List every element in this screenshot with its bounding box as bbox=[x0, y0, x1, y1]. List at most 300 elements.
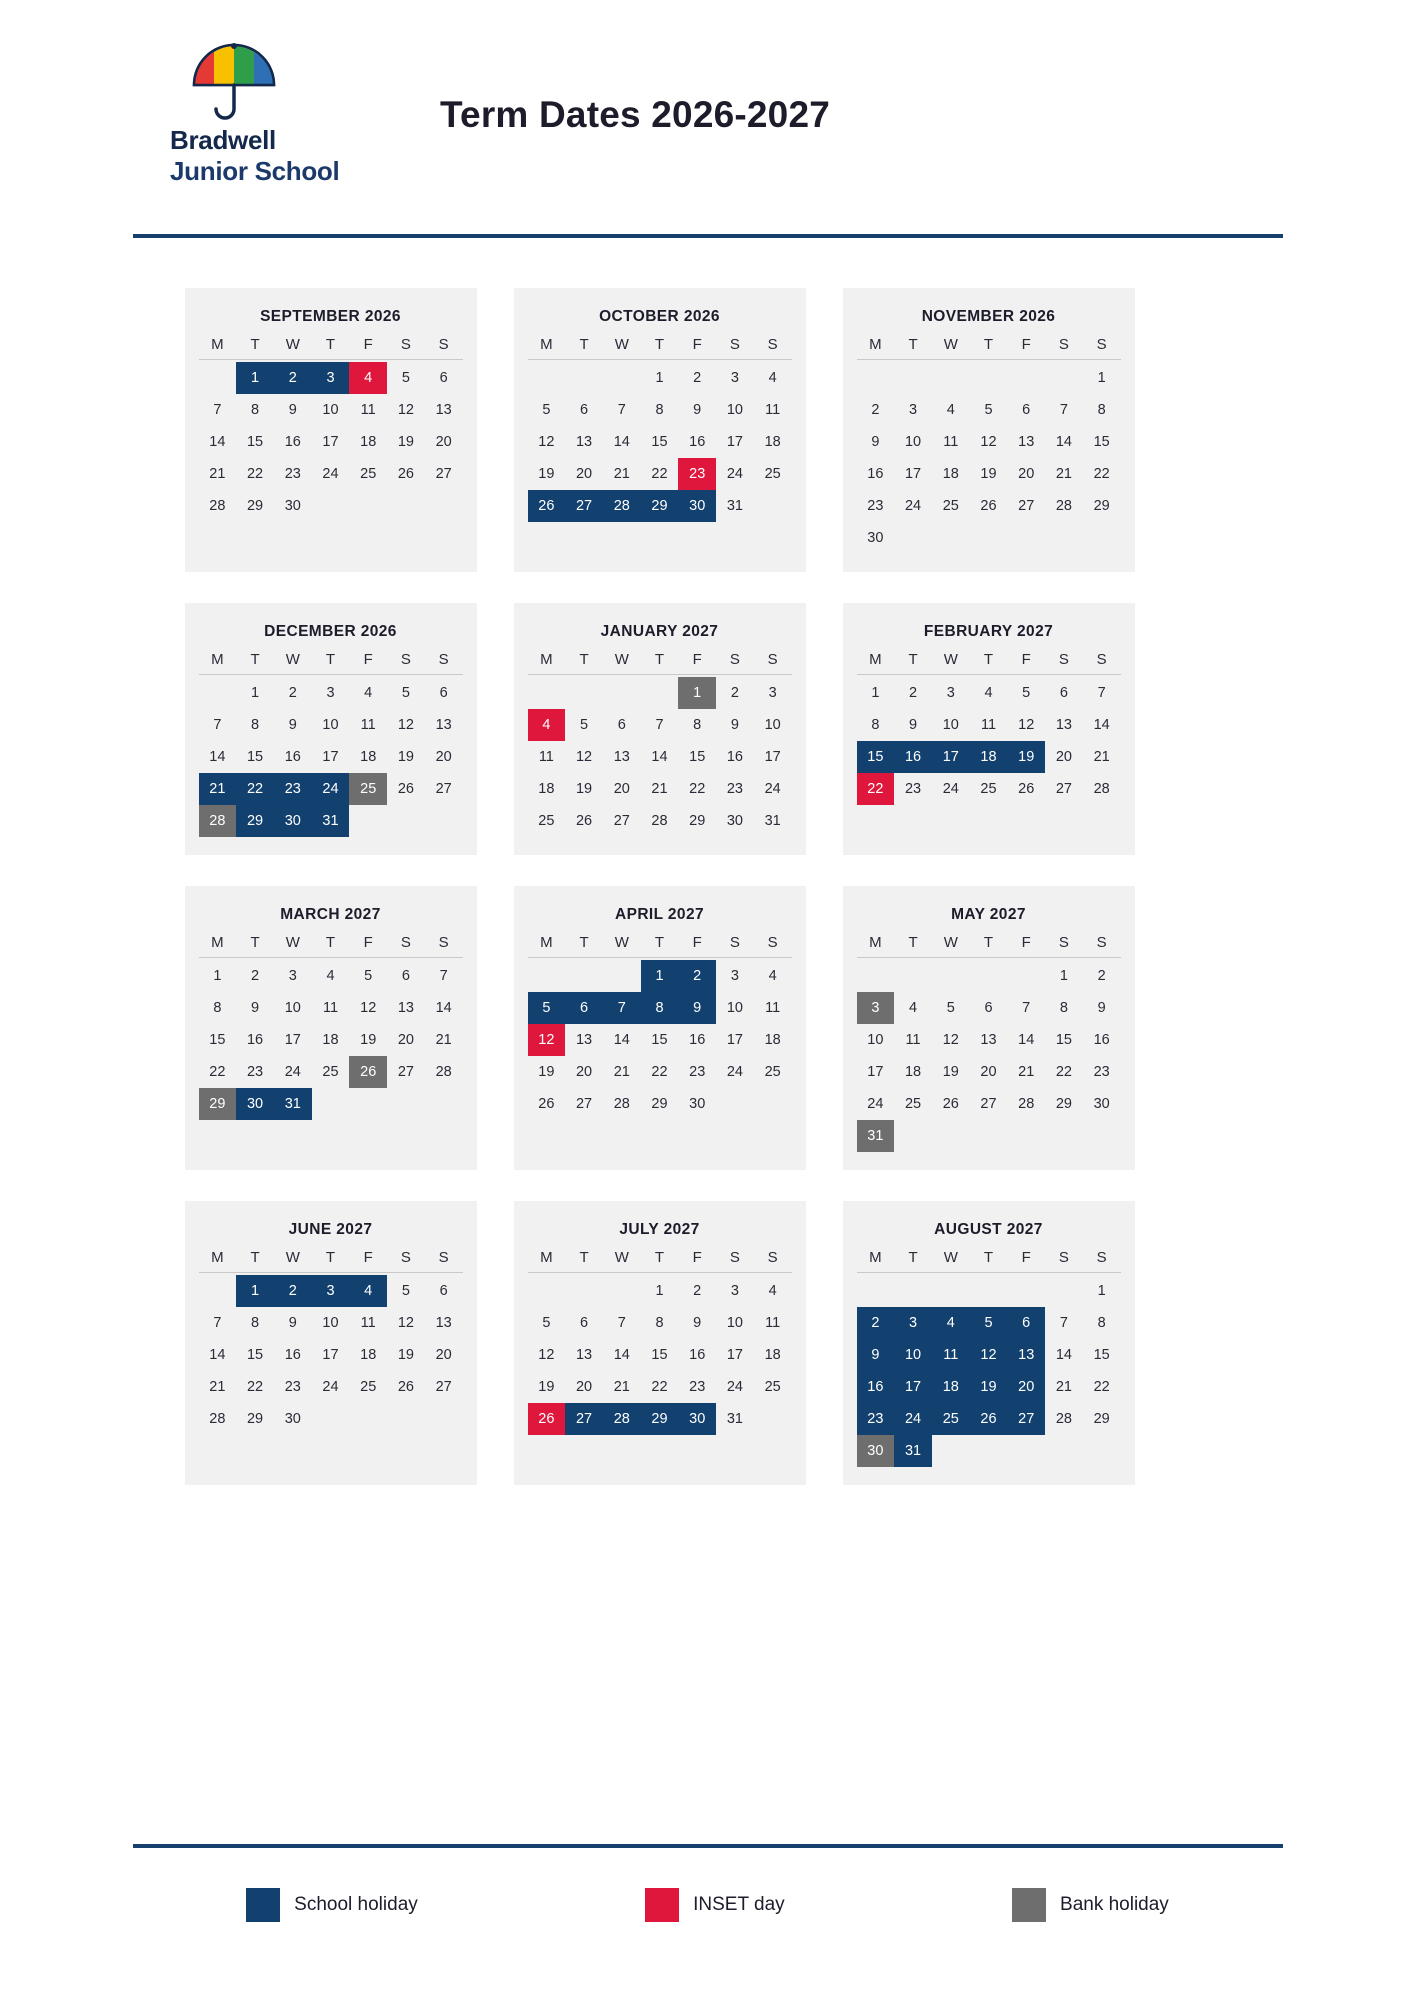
day-cell: 25 bbox=[942, 498, 959, 514]
weekday-header: T bbox=[908, 934, 918, 951]
month-title: DECEMBER 2026 bbox=[264, 623, 397, 640]
day-cell: 1 bbox=[655, 1283, 664, 1299]
day-cell: 22 bbox=[1093, 1379, 1110, 1395]
day-cell: 27 bbox=[1018, 498, 1035, 514]
day-cell: 7 bbox=[213, 402, 222, 418]
weekday-header: S bbox=[438, 651, 449, 668]
day-cell: 21 bbox=[651, 781, 668, 797]
day-cell: 24 bbox=[867, 1096, 884, 1112]
day-grid bbox=[528, 362, 792, 522]
day-cell: 9 bbox=[693, 402, 702, 418]
day-cell: 6 bbox=[580, 1315, 589, 1331]
day-cell: 15 bbox=[651, 1347, 668, 1363]
day-cell: 30 bbox=[867, 530, 884, 546]
weekday-header: T bbox=[983, 1249, 994, 1266]
weekday-header: W bbox=[285, 934, 300, 951]
day-cell-empty bbox=[970, 362, 1008, 394]
day-cell: 14 bbox=[1055, 1347, 1072, 1363]
day-cell: 4 bbox=[984, 685, 993, 701]
day-cell: 15 bbox=[1055, 1032, 1072, 1048]
day-cell-empty bbox=[603, 677, 641, 709]
day-cell: 23 bbox=[1093, 1064, 1110, 1080]
day-cell: 4 bbox=[946, 402, 955, 418]
month-card bbox=[514, 603, 806, 855]
day-cell: 15 bbox=[246, 434, 264, 450]
day-cell-school-holiday: 24 bbox=[894, 1403, 932, 1435]
day-cell: 11 bbox=[360, 402, 376, 418]
day-cell: 28 bbox=[209, 498, 226, 514]
day-cell: 23 bbox=[689, 1379, 706, 1395]
day-cell: 11 bbox=[360, 1315, 376, 1331]
day-cell: 13 bbox=[397, 1000, 414, 1016]
weekday-header: T bbox=[908, 336, 918, 353]
day-cell: 24 bbox=[942, 781, 959, 797]
day-cell: 21 bbox=[209, 466, 226, 482]
day-cell-empty bbox=[565, 677, 603, 709]
day-cell: 30 bbox=[1093, 1096, 1110, 1112]
day-cell-empty bbox=[1045, 362, 1083, 394]
day-cell: 24 bbox=[322, 466, 339, 482]
weekday-header: W bbox=[943, 934, 958, 951]
day-cell: 29 bbox=[1093, 1411, 1110, 1427]
day-cell: 9 bbox=[1097, 1000, 1106, 1016]
weekday-header: S bbox=[1096, 1249, 1107, 1266]
day-cell-school-holiday: 5 bbox=[528, 992, 566, 1024]
day-cell-school-holiday: 28 bbox=[603, 490, 641, 522]
day-cell: 8 bbox=[1059, 1000, 1068, 1016]
day-cell: 7 bbox=[617, 1315, 626, 1331]
day-cell: 11 bbox=[980, 717, 997, 733]
day-cell: 10 bbox=[726, 1000, 743, 1016]
day-cell: 26 bbox=[575, 813, 593, 829]
day-cell: 26 bbox=[397, 781, 414, 797]
weekday-header: S bbox=[1058, 336, 1069, 353]
day-cell: 24 bbox=[726, 1379, 743, 1395]
day-cell: 8 bbox=[871, 717, 880, 733]
day-cell: 29 bbox=[651, 1096, 668, 1112]
day-cell: 21 bbox=[613, 1064, 630, 1080]
weekday-header: S bbox=[438, 934, 449, 951]
day-cell: 12 bbox=[538, 1347, 555, 1363]
day-cell-inset-day: 23 bbox=[678, 458, 716, 490]
day-cell-school-holiday: 16 bbox=[857, 1371, 895, 1403]
day-cell: 30 bbox=[284, 498, 301, 514]
day-cell: 22 bbox=[1055, 1064, 1072, 1080]
calendar-grid bbox=[133, 288, 1283, 1485]
day-cell: 30 bbox=[726, 813, 743, 829]
day-cell: 23 bbox=[246, 1064, 264, 1080]
day-cell: 25 bbox=[322, 1064, 339, 1080]
day-cell: 23 bbox=[726, 781, 743, 797]
day-cell: 17 bbox=[764, 749, 781, 765]
day-cell: 21 bbox=[1055, 1379, 1072, 1395]
day-cell: 6 bbox=[439, 370, 448, 386]
logo-line-2: Junior School bbox=[170, 156, 340, 186]
weekday-header: T bbox=[250, 336, 260, 353]
weekday-header: W bbox=[285, 1249, 300, 1266]
day-cell: 10 bbox=[322, 717, 339, 733]
day-cell-school-holiday: 19 bbox=[1007, 741, 1045, 773]
weekday-header-row bbox=[199, 934, 463, 958]
day-cell: 5 bbox=[946, 1000, 955, 1016]
day-cell: 18 bbox=[360, 1347, 377, 1363]
day-cell: 18 bbox=[942, 466, 959, 482]
legend bbox=[133, 1848, 1283, 1922]
day-cell: 22 bbox=[651, 466, 668, 482]
day-cell: 6 bbox=[439, 685, 448, 701]
day-cell: 27 bbox=[1055, 781, 1072, 797]
day-cell: 7 bbox=[213, 1315, 222, 1331]
day-cell: 13 bbox=[435, 402, 452, 418]
day-cell: 12 bbox=[942, 1032, 959, 1048]
weekday-header: S bbox=[729, 1249, 740, 1266]
day-cell: 29 bbox=[246, 498, 264, 514]
weekday-header-row bbox=[857, 336, 1121, 360]
day-cell: 8 bbox=[655, 1315, 664, 1331]
weekday-header: F bbox=[363, 934, 373, 951]
weekday-header: W bbox=[614, 1249, 629, 1266]
day-cell: 14 bbox=[435, 1000, 452, 1016]
day-cell: 3 bbox=[730, 1283, 739, 1299]
day-cell-inset-day: 26 bbox=[528, 1403, 566, 1435]
weekday-header: W bbox=[285, 651, 300, 668]
day-cell-school-holiday: 1 bbox=[641, 960, 679, 992]
legend-swatch-holiday bbox=[246, 1888, 280, 1922]
day-grid bbox=[199, 1275, 463, 1435]
day-cell: 5 bbox=[580, 717, 589, 733]
weekday-header: T bbox=[250, 1249, 260, 1266]
weekday-header: T bbox=[325, 651, 336, 668]
day-cell: 3 bbox=[326, 685, 335, 701]
weekday-header: T bbox=[325, 336, 336, 353]
weekday-header-row bbox=[199, 336, 463, 360]
day-cell: 15 bbox=[1093, 1347, 1110, 1363]
day-cell: 12 bbox=[360, 1000, 377, 1016]
day-cell-school-holiday: 8 bbox=[641, 992, 679, 1024]
day-cell: 15 bbox=[246, 1347, 264, 1363]
day-cell-school-holiday: 30 bbox=[678, 1403, 716, 1435]
weekday-header: W bbox=[614, 651, 629, 668]
day-cell: 2 bbox=[909, 685, 918, 701]
day-cell: 16 bbox=[284, 1347, 301, 1363]
day-cell-empty bbox=[857, 960, 895, 992]
weekday-header: T bbox=[654, 1249, 665, 1266]
weekday-header: S bbox=[767, 1249, 778, 1266]
day-cell: 27 bbox=[435, 781, 452, 797]
day-cell: 21 bbox=[435, 1032, 452, 1048]
day-cell-bank-holiday: 26 bbox=[349, 1056, 387, 1088]
day-cell: 3 bbox=[730, 370, 739, 386]
day-cell: 14 bbox=[1018, 1032, 1035, 1048]
day-cell-school-holiday: 31 bbox=[312, 805, 350, 837]
day-cell: 20 bbox=[575, 1064, 593, 1080]
day-cell: 21 bbox=[1055, 466, 1072, 482]
day-cell: 2 bbox=[693, 1283, 702, 1299]
day-cell: 24 bbox=[764, 781, 781, 797]
day-cell-empty bbox=[857, 1275, 895, 1307]
day-cell: 7 bbox=[1059, 1315, 1068, 1331]
day-cell-empty bbox=[932, 362, 970, 394]
day-cell: 18 bbox=[764, 1347, 781, 1363]
day-cell: 26 bbox=[980, 498, 997, 514]
day-cell: 24 bbox=[726, 466, 743, 482]
day-cell-school-holiday: 5 bbox=[970, 1307, 1008, 1339]
weekday-header-row bbox=[528, 1249, 792, 1273]
weekday-header: M bbox=[540, 934, 553, 951]
weekday-header: F bbox=[692, 934, 702, 951]
month-card bbox=[185, 1201, 477, 1485]
day-cell: 6 bbox=[1059, 685, 1068, 701]
day-cell-school-holiday: 13 bbox=[1007, 1339, 1045, 1371]
weekday-header: T bbox=[983, 934, 994, 951]
weekday-header: M bbox=[211, 1249, 224, 1266]
day-cell: 26 bbox=[942, 1096, 959, 1112]
school-logo bbox=[170, 43, 370, 186]
weekday-header-row bbox=[528, 336, 792, 360]
legend-item-bank bbox=[1012, 1888, 1169, 1922]
day-cell: 11 bbox=[765, 402, 781, 418]
legend-item-holiday bbox=[246, 1888, 418, 1922]
day-cell: 19 bbox=[538, 1379, 555, 1395]
day-cell: 12 bbox=[1018, 717, 1035, 733]
month-card bbox=[843, 1201, 1135, 1485]
day-cell-empty bbox=[199, 1275, 237, 1307]
legend-label-bank: Bank holiday bbox=[1060, 1894, 1169, 1915]
day-cell: 16 bbox=[689, 1347, 706, 1363]
day-cell: 18 bbox=[322, 1032, 339, 1048]
weekday-header: T bbox=[654, 934, 665, 951]
legend-swatch-bank bbox=[1012, 1888, 1046, 1922]
day-cell-empty bbox=[1007, 362, 1045, 394]
month-card bbox=[514, 288, 806, 572]
day-grid bbox=[199, 362, 463, 522]
weekday-header: M bbox=[869, 336, 882, 353]
day-cell: 7 bbox=[1059, 402, 1068, 418]
day-cell: 12 bbox=[980, 434, 997, 450]
weekday-header: S bbox=[438, 336, 449, 353]
day-cell-school-holiday: 23 bbox=[857, 1403, 895, 1435]
day-cell: 14 bbox=[613, 1347, 630, 1363]
day-grid bbox=[857, 1275, 1121, 1467]
weekday-header-row bbox=[199, 651, 463, 675]
day-cell: 29 bbox=[689, 813, 706, 829]
day-cell: 10 bbox=[726, 402, 743, 418]
day-cell-bank-holiday: 1 bbox=[678, 677, 716, 709]
day-cell: 16 bbox=[689, 1032, 706, 1048]
logo-line-1: Bradwell bbox=[170, 125, 276, 156]
day-cell: 1 bbox=[871, 685, 880, 701]
day-cell-school-holiday: 1 bbox=[236, 1275, 274, 1307]
day-cell: 2 bbox=[693, 370, 702, 386]
day-cell: 6 bbox=[1022, 402, 1031, 418]
day-cell-school-holiday: 4 bbox=[349, 1275, 387, 1307]
weekday-header: T bbox=[579, 934, 589, 951]
day-cell: 22 bbox=[246, 1379, 264, 1395]
day-cell: 19 bbox=[397, 1347, 414, 1363]
day-cell: 14 bbox=[613, 434, 630, 450]
divider-top bbox=[133, 234, 1283, 238]
legend-label-inset: INSET day bbox=[693, 1894, 785, 1915]
day-cell: 3 bbox=[768, 685, 777, 701]
day-cell: 25 bbox=[980, 781, 997, 797]
weekday-header: S bbox=[400, 1249, 411, 1266]
legend-label-holiday: School holiday bbox=[294, 1894, 418, 1915]
day-cell: 6 bbox=[984, 1000, 993, 1016]
weekday-header: M bbox=[211, 651, 224, 668]
day-cell: 19 bbox=[397, 434, 414, 450]
day-cell: 19 bbox=[360, 1032, 377, 1048]
day-cell: 18 bbox=[360, 749, 377, 765]
day-cell: 22 bbox=[651, 1064, 668, 1080]
day-cell-school-holiday: 15 bbox=[857, 741, 895, 773]
day-cell-school-holiday: 26 bbox=[970, 1403, 1008, 1435]
weekday-header-row bbox=[857, 651, 1121, 675]
weekday-header: W bbox=[614, 336, 629, 353]
weekday-header: F bbox=[1021, 336, 1031, 353]
weekday-header: S bbox=[438, 1249, 449, 1266]
month-card bbox=[185, 603, 477, 855]
day-cell-school-holiday: 24 bbox=[312, 773, 350, 805]
day-cell: 23 bbox=[904, 781, 922, 797]
weekday-header-row bbox=[528, 651, 792, 675]
weekday-header: W bbox=[614, 934, 629, 951]
day-cell: 11 bbox=[360, 717, 376, 733]
day-cell: 1 bbox=[1097, 1283, 1106, 1299]
day-cell-school-holiday: 19 bbox=[970, 1371, 1008, 1403]
day-grid bbox=[528, 1275, 792, 1435]
day-cell: 30 bbox=[689, 1096, 706, 1112]
day-cell: 13 bbox=[613, 749, 630, 765]
month-title: MAY 2027 bbox=[951, 906, 1026, 923]
day-cell: 17 bbox=[284, 1032, 301, 1048]
day-cell: 14 bbox=[651, 749, 668, 765]
day-cell: 25 bbox=[764, 1379, 781, 1395]
month-title: MARCH 2027 bbox=[280, 906, 381, 923]
day-cell: 2 bbox=[288, 685, 297, 701]
day-cell: 23 bbox=[867, 498, 884, 514]
legend-item-inset bbox=[645, 1888, 785, 1922]
day-cell: 16 bbox=[284, 749, 301, 765]
day-cell: 24 bbox=[322, 1379, 339, 1395]
weekday-header: S bbox=[729, 336, 740, 353]
weekday-header: T bbox=[250, 934, 260, 951]
day-cell-school-holiday: 27 bbox=[565, 1403, 603, 1435]
month-title: JULY 2027 bbox=[619, 1221, 700, 1238]
day-cell: 28 bbox=[1055, 1411, 1072, 1427]
day-cell: 1 bbox=[1097, 370, 1106, 386]
day-cell: 28 bbox=[613, 1096, 630, 1112]
day-grid bbox=[528, 960, 792, 1120]
day-cell: 28 bbox=[651, 813, 668, 829]
day-cell: 2 bbox=[251, 968, 260, 984]
day-cell-empty bbox=[199, 362, 237, 394]
weekday-header-row bbox=[857, 934, 1121, 958]
day-cell-empty bbox=[603, 960, 641, 992]
day-cell-school-holiday: 29 bbox=[641, 490, 679, 522]
weekday-header: T bbox=[325, 934, 336, 951]
day-cell: 27 bbox=[435, 1379, 452, 1395]
day-cell: 6 bbox=[617, 717, 626, 733]
weekday-header-row bbox=[528, 934, 792, 958]
day-cell: 19 bbox=[980, 466, 997, 482]
day-cell-empty bbox=[894, 1275, 932, 1307]
weekday-header: W bbox=[285, 336, 300, 353]
day-cell-empty bbox=[528, 362, 566, 394]
day-cell: 18 bbox=[904, 1064, 922, 1080]
day-cell: 14 bbox=[1055, 434, 1072, 450]
month-title: OCTOBER 2026 bbox=[599, 308, 720, 325]
day-cell: 13 bbox=[435, 1315, 452, 1331]
day-cell: 11 bbox=[765, 1000, 781, 1016]
weekday-header-row bbox=[857, 1249, 1121, 1273]
month-card bbox=[185, 288, 477, 572]
day-cell: 20 bbox=[435, 1347, 452, 1363]
weekday-header: F bbox=[363, 336, 373, 353]
weekday-header: F bbox=[692, 1249, 702, 1266]
weekday-header: M bbox=[211, 934, 224, 951]
day-cell: 8 bbox=[213, 1000, 222, 1016]
day-cell: 27 bbox=[397, 1064, 414, 1080]
day-cell: 8 bbox=[655, 402, 664, 418]
day-cell-bank-holiday: 29 bbox=[199, 1088, 237, 1120]
weekday-header: S bbox=[767, 336, 778, 353]
weekday-header: S bbox=[729, 934, 740, 951]
day-cell-empty bbox=[894, 960, 932, 992]
day-cell-empty bbox=[894, 362, 932, 394]
day-cell: 25 bbox=[764, 466, 781, 482]
day-cell-empty bbox=[603, 1275, 641, 1307]
day-cell-empty bbox=[603, 362, 641, 394]
weekday-header: F bbox=[692, 651, 702, 668]
day-cell: 19 bbox=[538, 1064, 555, 1080]
day-cell: 28 bbox=[435, 1064, 452, 1080]
day-cell-school-holiday: 9 bbox=[857, 1339, 895, 1371]
day-cell: 27 bbox=[435, 466, 452, 482]
day-cell: 9 bbox=[730, 717, 739, 733]
weekday-header: S bbox=[767, 651, 778, 668]
day-cell: 19 bbox=[575, 781, 593, 797]
day-cell: 2 bbox=[730, 685, 739, 701]
day-cell: 28 bbox=[1018, 1096, 1035, 1112]
day-cell-empty bbox=[932, 1275, 970, 1307]
day-cell: 17 bbox=[904, 466, 922, 482]
day-cell-school-holiday: 30 bbox=[236, 1088, 274, 1120]
day-cell: 13 bbox=[575, 1347, 593, 1363]
day-cell-school-holiday: 29 bbox=[641, 1403, 679, 1435]
day-cell: 24 bbox=[726, 1064, 743, 1080]
day-cell-bank-holiday: 3 bbox=[857, 992, 895, 1024]
weekday-header: S bbox=[400, 336, 411, 353]
day-cell: 1 bbox=[213, 968, 222, 984]
day-cell: 5 bbox=[984, 402, 993, 418]
legend-swatch-inset bbox=[645, 1888, 679, 1922]
day-cell-school-holiday: 27 bbox=[1007, 1403, 1045, 1435]
weekday-header: F bbox=[1021, 1249, 1031, 1266]
day-cell-empty bbox=[199, 677, 237, 709]
weekday-header: M bbox=[540, 1249, 553, 1266]
month-title: AUGUST 2027 bbox=[934, 1221, 1043, 1238]
day-cell: 7 bbox=[1022, 1000, 1031, 1016]
day-cell-bank-holiday: 25 bbox=[349, 773, 387, 805]
day-cell-empty bbox=[528, 677, 566, 709]
day-cell: 12 bbox=[397, 402, 414, 418]
day-cell-empty bbox=[641, 677, 679, 709]
day-cell: 3 bbox=[730, 968, 739, 984]
day-cell: 28 bbox=[209, 1411, 226, 1427]
weekday-header: T bbox=[579, 1249, 589, 1266]
day-cell: 25 bbox=[360, 1379, 377, 1395]
day-cell-school-holiday: 9 bbox=[678, 992, 716, 1024]
